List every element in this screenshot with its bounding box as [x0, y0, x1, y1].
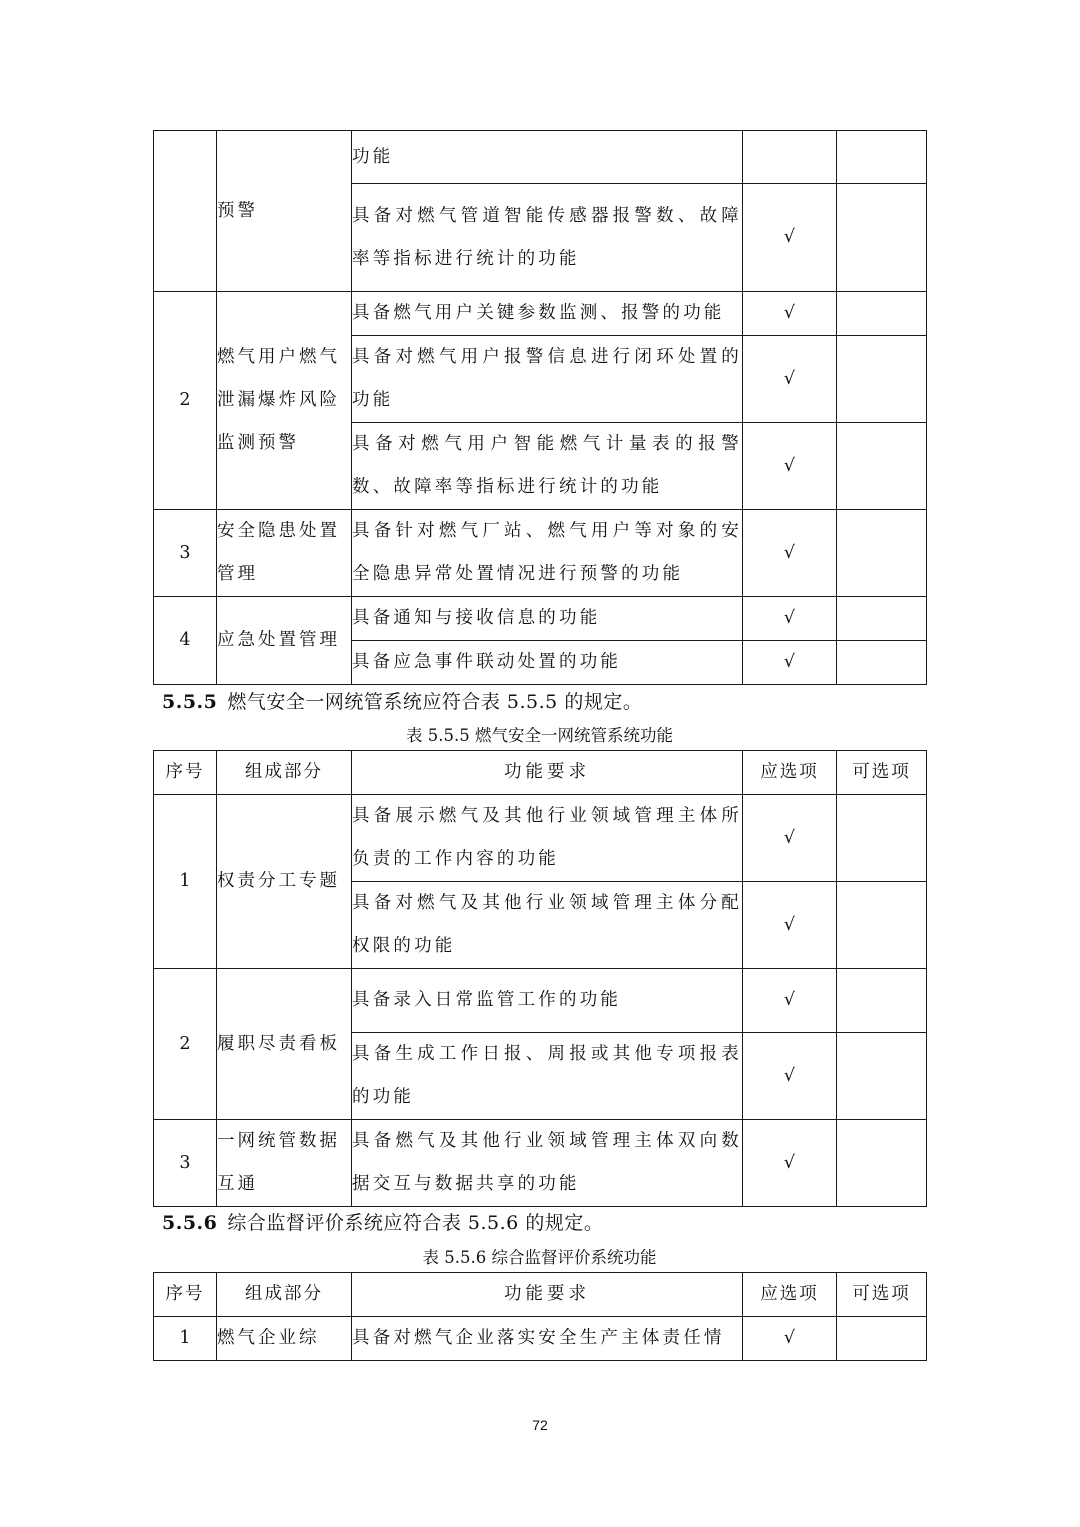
- section-number: 5.5.5: [162, 691, 218, 713]
- table-row: [154, 597, 927, 641]
- section-text: 综合监督评价系统应符合表 5.5.6 的规定。: [227, 1212, 604, 1234]
- row-requirement: 具备通知与接收信息的功能: [352, 597, 743, 641]
- section-heading-556: [162, 1210, 603, 1236]
- table-row: [154, 1120, 927, 1207]
- row-part: 预警: [217, 131, 352, 292]
- row-optional: [837, 423, 927, 510]
- header-mandatory: 应选项: [743, 751, 837, 795]
- row-mandatory: √: [743, 597, 837, 641]
- row-requirement: 具备针对燃气厂站、燃气用户等对象的安全隐患异常处置情况进行预警的功能: [352, 510, 743, 597]
- row-optional: [837, 336, 927, 423]
- section-text: 燃气安全一网统管系统应符合表 5.5.5 的规定。: [227, 691, 643, 713]
- header-part: 组成部分: [217, 1273, 352, 1317]
- table-row: [154, 292, 927, 336]
- row-mandatory: √: [743, 795, 837, 882]
- page-number: 72: [532, 1417, 548, 1433]
- table-header-row: [154, 751, 927, 795]
- row-index: 3: [154, 1120, 217, 1207]
- table-prev-continued: [153, 130, 927, 685]
- row-optional: [837, 184, 927, 292]
- row-optional: [837, 882, 927, 969]
- row-optional: [837, 969, 927, 1033]
- row-index: 2: [154, 292, 217, 510]
- row-requirement: 具备生成工作日报、周报或其他专项报表的功能: [352, 1033, 743, 1120]
- row-requirement: 具备对燃气及其他行业领域管理主体分配权限的功能: [352, 882, 743, 969]
- row-optional: [837, 510, 927, 597]
- table-556: [153, 1272, 927, 1361]
- row-part: 应急处置管理: [217, 597, 352, 685]
- row-requirement: 具备对燃气用户报警信息进行闭环处置的功能: [352, 336, 743, 423]
- row-optional: [837, 292, 927, 336]
- row-requirement: 具备展示燃气及其他行业领域管理主体所负责的工作内容的功能: [352, 795, 743, 882]
- row-mandatory: √: [743, 1120, 837, 1207]
- row-optional: [837, 1317, 927, 1361]
- row-requirement: 功能: [352, 131, 743, 184]
- row-requirement: 具备对燃气管道智能传感器报警数、故障率等指标进行统计的功能: [352, 184, 743, 292]
- header-optional: 可选项: [837, 751, 927, 795]
- row-part: 权责分工专题: [217, 795, 352, 969]
- header-index: 序号: [154, 751, 217, 795]
- header-requirement: 功能要求: [352, 751, 743, 795]
- row-requirement: 具备燃气及其他行业领域管理主体双向数据交互与数据共享的功能: [352, 1120, 743, 1207]
- table-row: [154, 131, 927, 184]
- row-index: 2: [154, 969, 217, 1120]
- row-mandatory: √: [743, 184, 837, 292]
- table-header-row: [154, 1273, 927, 1317]
- table-row: [154, 969, 927, 1033]
- row-index: 1: [154, 795, 217, 969]
- row-optional: [837, 641, 927, 685]
- row-mandatory: √: [743, 882, 837, 969]
- table-row: [154, 1317, 927, 1361]
- row-requirement: 具备燃气用户关键参数监测、报警的功能: [352, 292, 743, 336]
- row-index: 3: [154, 510, 217, 597]
- row-mandatory: √: [743, 641, 837, 685]
- row-mandatory: [743, 131, 837, 184]
- header-mandatory: 应选项: [743, 1273, 837, 1317]
- row-mandatory: √: [743, 510, 837, 597]
- table-caption-555: 表 5.5.5 燃气安全一网统管系统功能: [406, 726, 673, 745]
- table-row: [154, 510, 927, 597]
- row-optional: [837, 131, 927, 184]
- row-index: 1: [154, 1317, 217, 1361]
- header-part: 组成部分: [217, 751, 352, 795]
- row-part: 安全隐患处置管理: [217, 510, 352, 597]
- row-requirement: 具备对燃气企业落实安全生产主体责任情: [352, 1317, 743, 1361]
- row-part: 一网统管数据互通: [217, 1120, 352, 1207]
- row-requirement: 具备录入日常监管工作的功能: [352, 969, 743, 1033]
- row-requirement: 具备应急事件联动处置的功能: [352, 641, 743, 685]
- section-number: 5.5.6: [162, 1212, 218, 1234]
- row-part: 燃气企业综: [217, 1317, 352, 1361]
- row-mandatory: √: [743, 1317, 837, 1361]
- row-part: 燃气用户燃气泄漏爆炸风险监测预警: [217, 292, 352, 510]
- table-555: [153, 750, 927, 1207]
- row-index: [154, 131, 217, 292]
- row-mandatory: √: [743, 423, 837, 510]
- row-mandatory: √: [743, 292, 837, 336]
- row-requirement: 具备对燃气用户智能燃气计量表的报警数、故障率等指标进行统计的功能: [352, 423, 743, 510]
- header-index: 序号: [154, 1273, 217, 1317]
- table-row: [154, 795, 927, 882]
- row-index: 4: [154, 597, 217, 685]
- table-caption-556: 表 5.5.6 综合监督评价系统功能: [422, 1248, 657, 1267]
- header-optional: 可选项: [837, 1273, 927, 1317]
- row-mandatory: √: [743, 969, 837, 1033]
- row-mandatory: √: [743, 336, 837, 423]
- row-optional: [837, 795, 927, 882]
- row-optional: [837, 1120, 927, 1207]
- row-mandatory: √: [743, 1033, 837, 1120]
- header-requirement: 功能要求: [352, 1273, 743, 1317]
- section-heading-555: [162, 689, 642, 715]
- row-optional: [837, 1033, 927, 1120]
- row-part: 履职尽责看板: [217, 969, 352, 1120]
- row-optional: [837, 597, 927, 641]
